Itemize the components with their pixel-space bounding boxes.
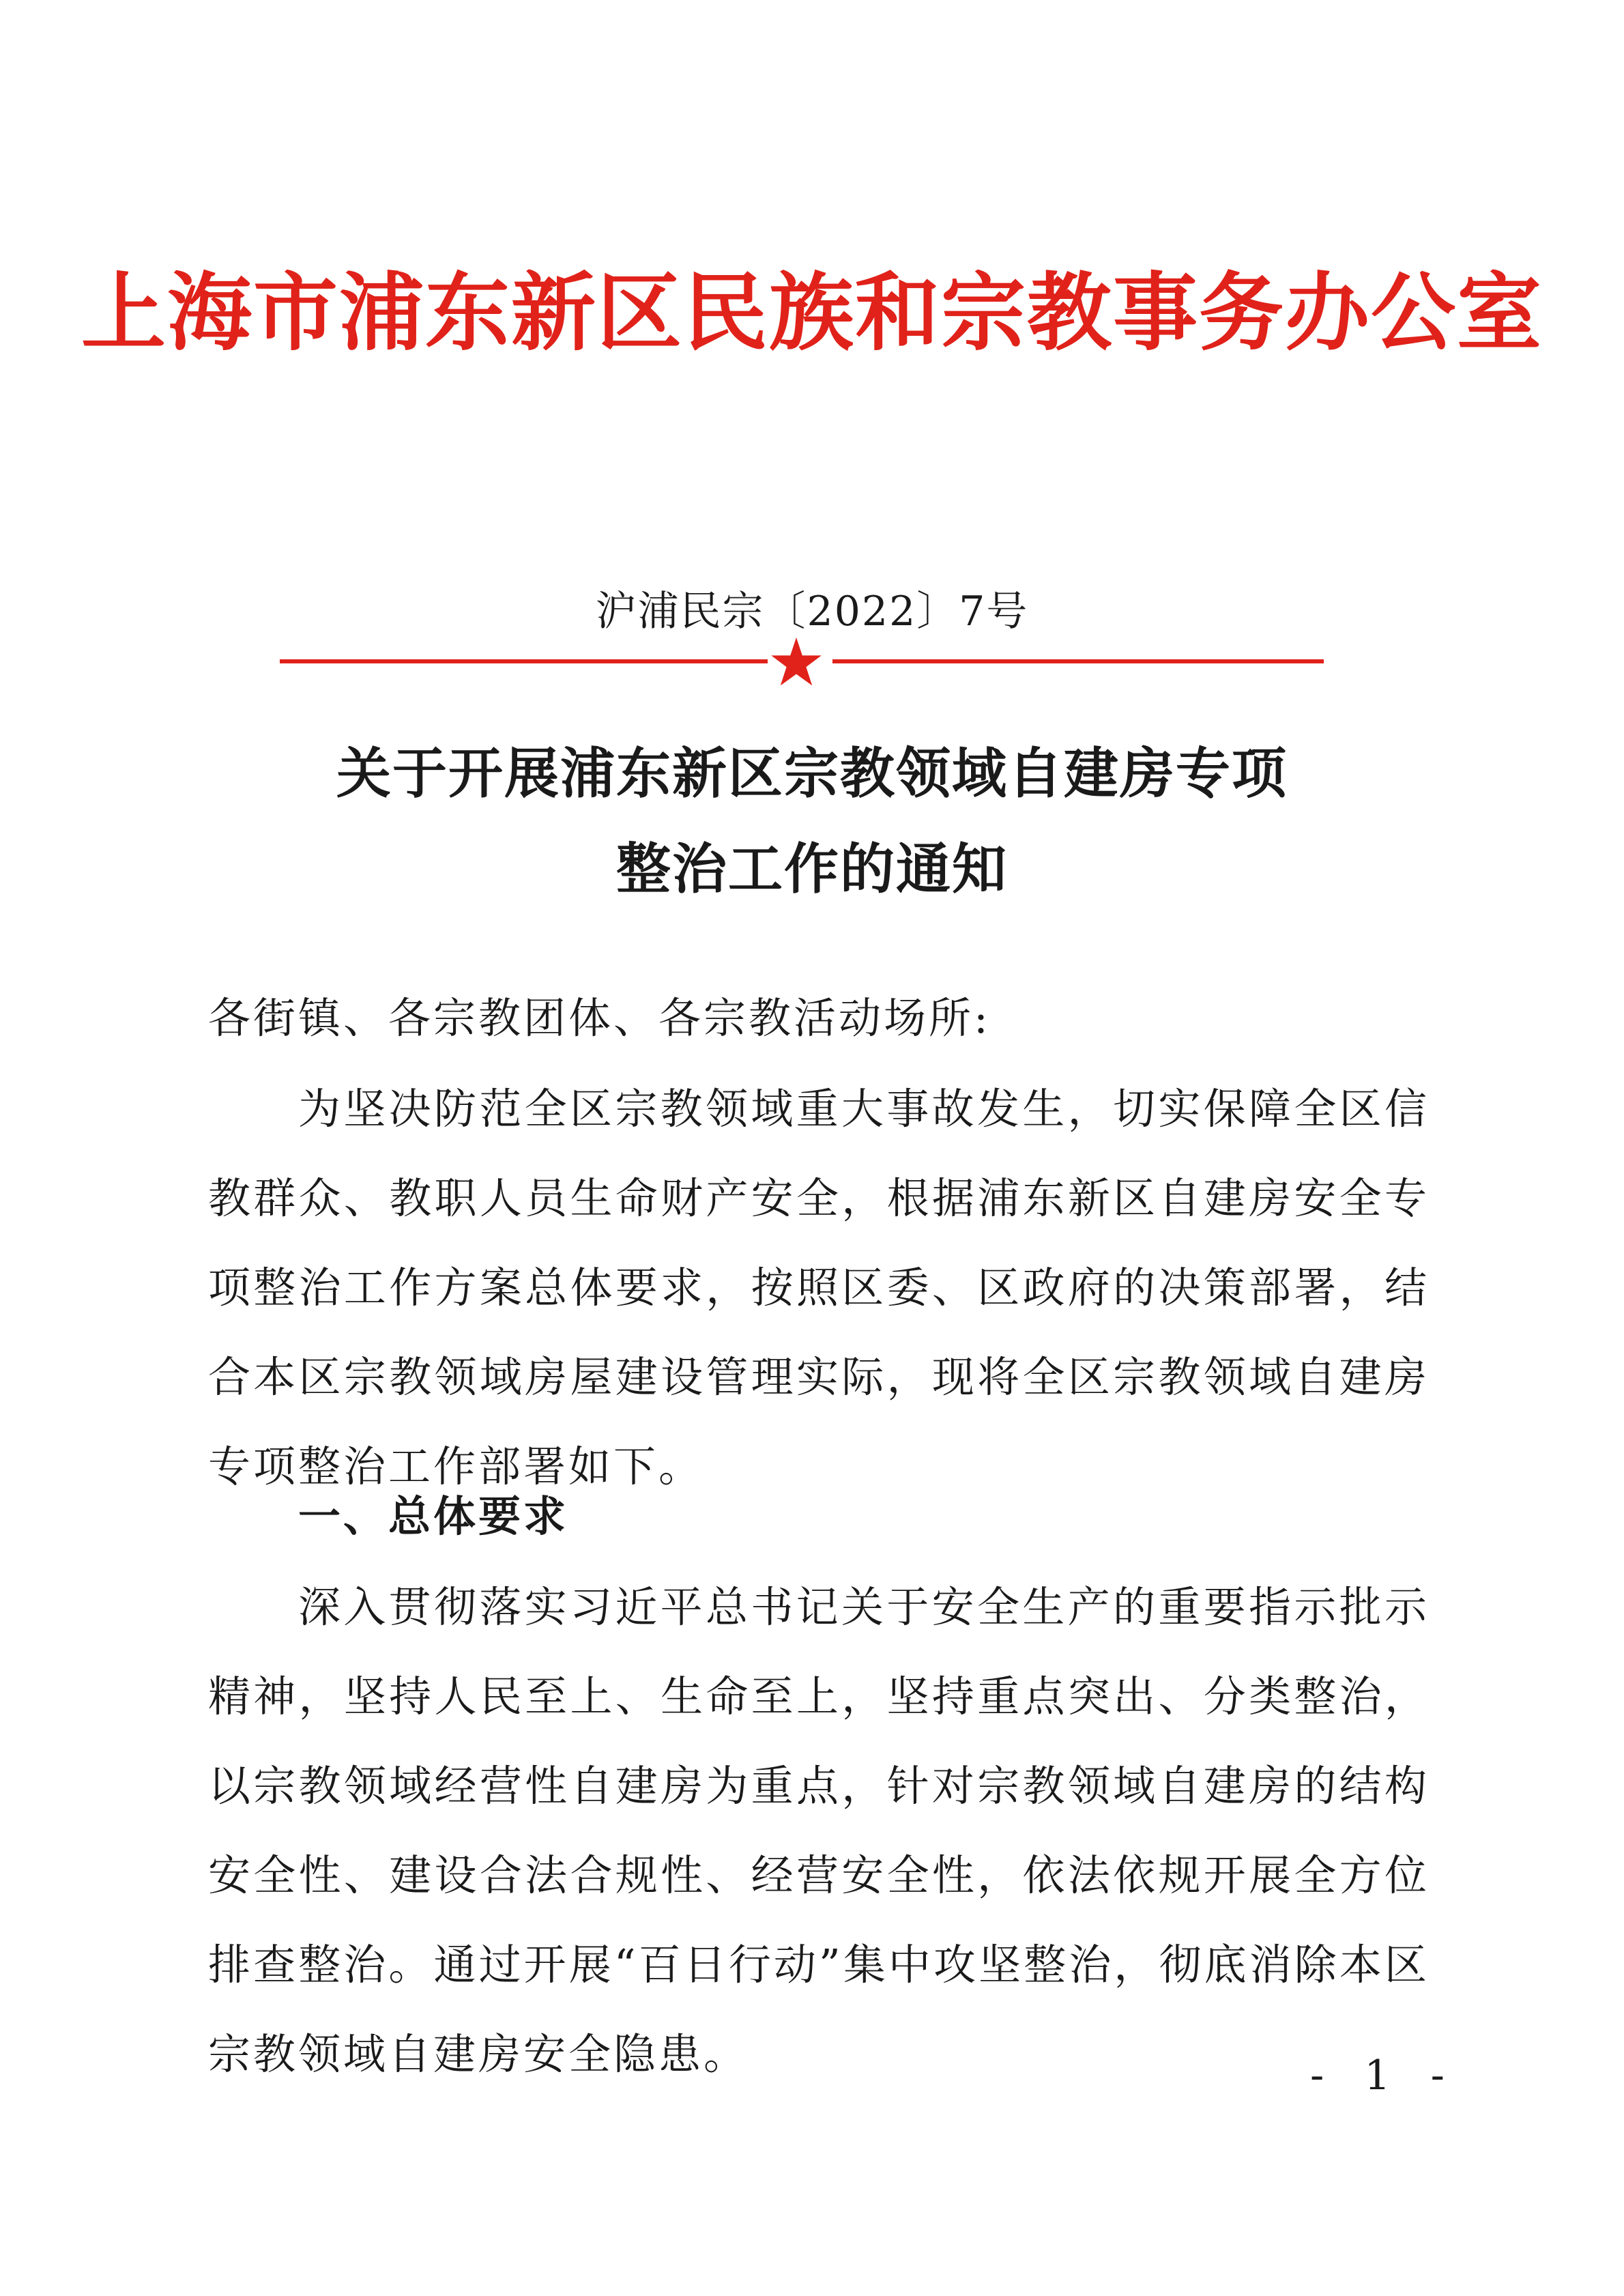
paragraph-intro: 为坚决防范全区宗教领域重大事故发生，切实保障全区信教群众、教职人员生命财产安全，根据浦东新区自建房安全专项整治工作方案总体要求，按照区委、区政府的决策部署，结合本区宗教领域房屋建设管理实际，现将全区宗教领域自建房专项整治工作部署如下。 xyxy=(208,1084,1430,1491)
star-icon xyxy=(769,635,824,689)
document-title-line-2: 整治工作的通知 xyxy=(616,837,1008,901)
red-divider-left xyxy=(280,659,768,663)
letterhead: 上海市浦东新区民族和宗教事务办公室 xyxy=(81,263,1543,362)
document-number: 沪浦民宗〔2022〕7号 xyxy=(595,588,1029,635)
page-number: - 1 - xyxy=(1310,2052,1458,2099)
document-title-line-1: 关于开展浦东新区宗教领域自建房专项 xyxy=(336,741,1288,805)
paragraph-requirements: 深入贯彻落实习近平总书记关于安全生产的重要指示批示精神，坚持人民至上、生命至上，坚持重点突出、分类整治，以宗教领域经营性自建房为重点，针对宗教领域自建房的结构安全性、建设合法合规性、经营安全性，依法依规开展全方位排查整治。通过开展“百日行动”集中攻坚整治，彻底消除本区宗教领域自建房安全隐患。 xyxy=(208,1582,1430,2079)
red-divider-right xyxy=(832,659,1324,663)
addressee: 各街镇、各宗教团体、各宗教活动场所: xyxy=(208,993,991,1043)
section-heading: 一、总体要求 xyxy=(298,1491,569,1541)
